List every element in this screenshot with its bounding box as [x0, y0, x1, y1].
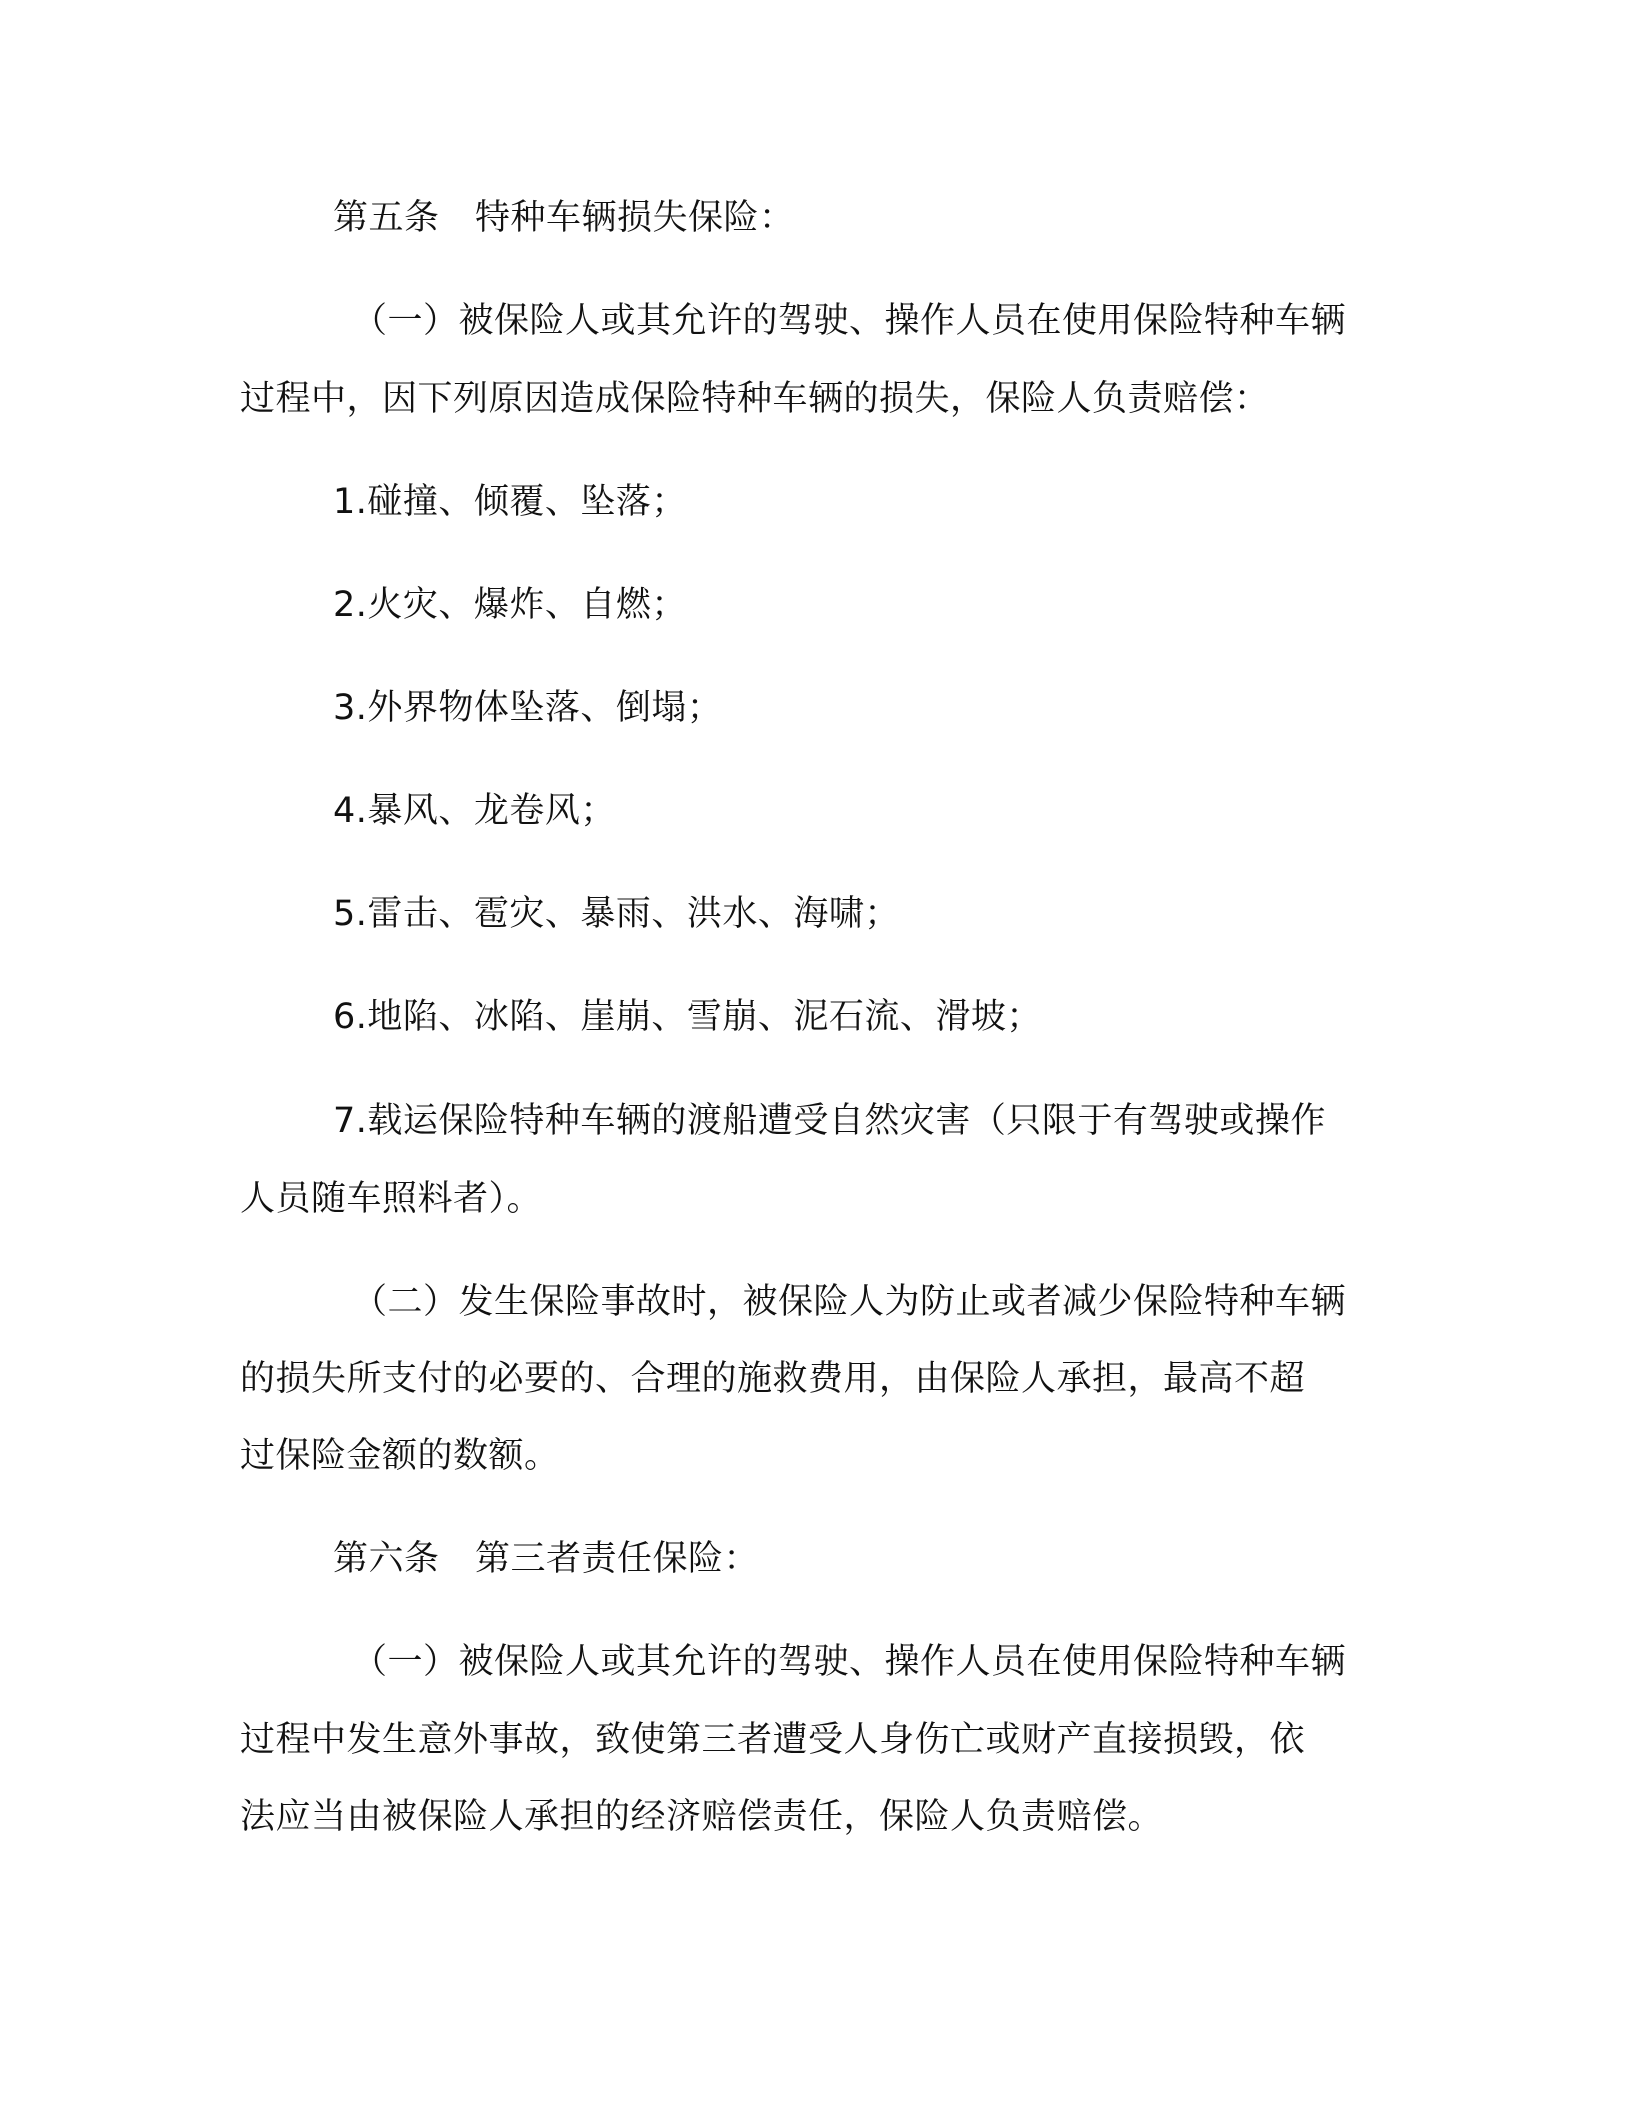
article-6-clause-1-line-2: 过程中发生意外事故，致使第三者遭受人身伤亡或财产直接损毁，依	[240, 1720, 1306, 1760]
article-6-clause-1-line-1: （一）被保险人或其允许的驾驶、操作人员在使用保险特种车辆	[352, 1642, 1347, 1682]
list-item-7-line-2: 人员随车照料者）。	[240, 1179, 543, 1219]
list-item-5: 5.雷击、雹灾、暴雨、洪水、海啸；	[333, 894, 900, 934]
article-5-clause-2-line-3: 过保险金额的数额。	[240, 1436, 560, 1476]
list-item-2: 2.火灾、爆炸、自燃；	[333, 585, 687, 625]
article-6-heading: 第六条 第三者责任保险：	[333, 1539, 760, 1579]
article-5-clause-1-line-2: 过程中，因下列原因造成保险特种车辆的损失，保险人负责赔偿：	[240, 379, 1270, 419]
list-item-6: 6.地陷、冰陷、崖崩、雪崩、泥石流、滑坡；	[333, 997, 1042, 1037]
list-item-1: 1.碰撞、倾覆、坠落；	[333, 482, 687, 522]
article-5-clause-2-line-1: （二）发生保险事故时，被保险人为防止或者减少保险特种车辆	[352, 1282, 1347, 1322]
article-6-clause-1-line-3: 法应当由被保险人承担的经济赔偿责任，保险人负责赔偿。	[240, 1797, 1164, 1837]
article-5-clause-1-line-1: （一）被保险人或其允许的驾驶、操作人员在使用保险特种车辆	[352, 301, 1347, 341]
list-item-4: 4.暴风、龙卷风；	[333, 791, 616, 831]
list-item-7-line-1: 7.载运保险特种车辆的渡船遭受自然灾害（只限于有驾驶或操作	[333, 1101, 1326, 1141]
article-5-heading: 第五条 特种车辆损失保险：	[333, 198, 795, 238]
article-5-clause-2-line-2: 的损失所支付的必要的、合理的施救费用，由保险人承担，最高不超	[240, 1359, 1306, 1399]
list-item-3: 3.外界物体坠落、倒塌；	[333, 688, 723, 728]
